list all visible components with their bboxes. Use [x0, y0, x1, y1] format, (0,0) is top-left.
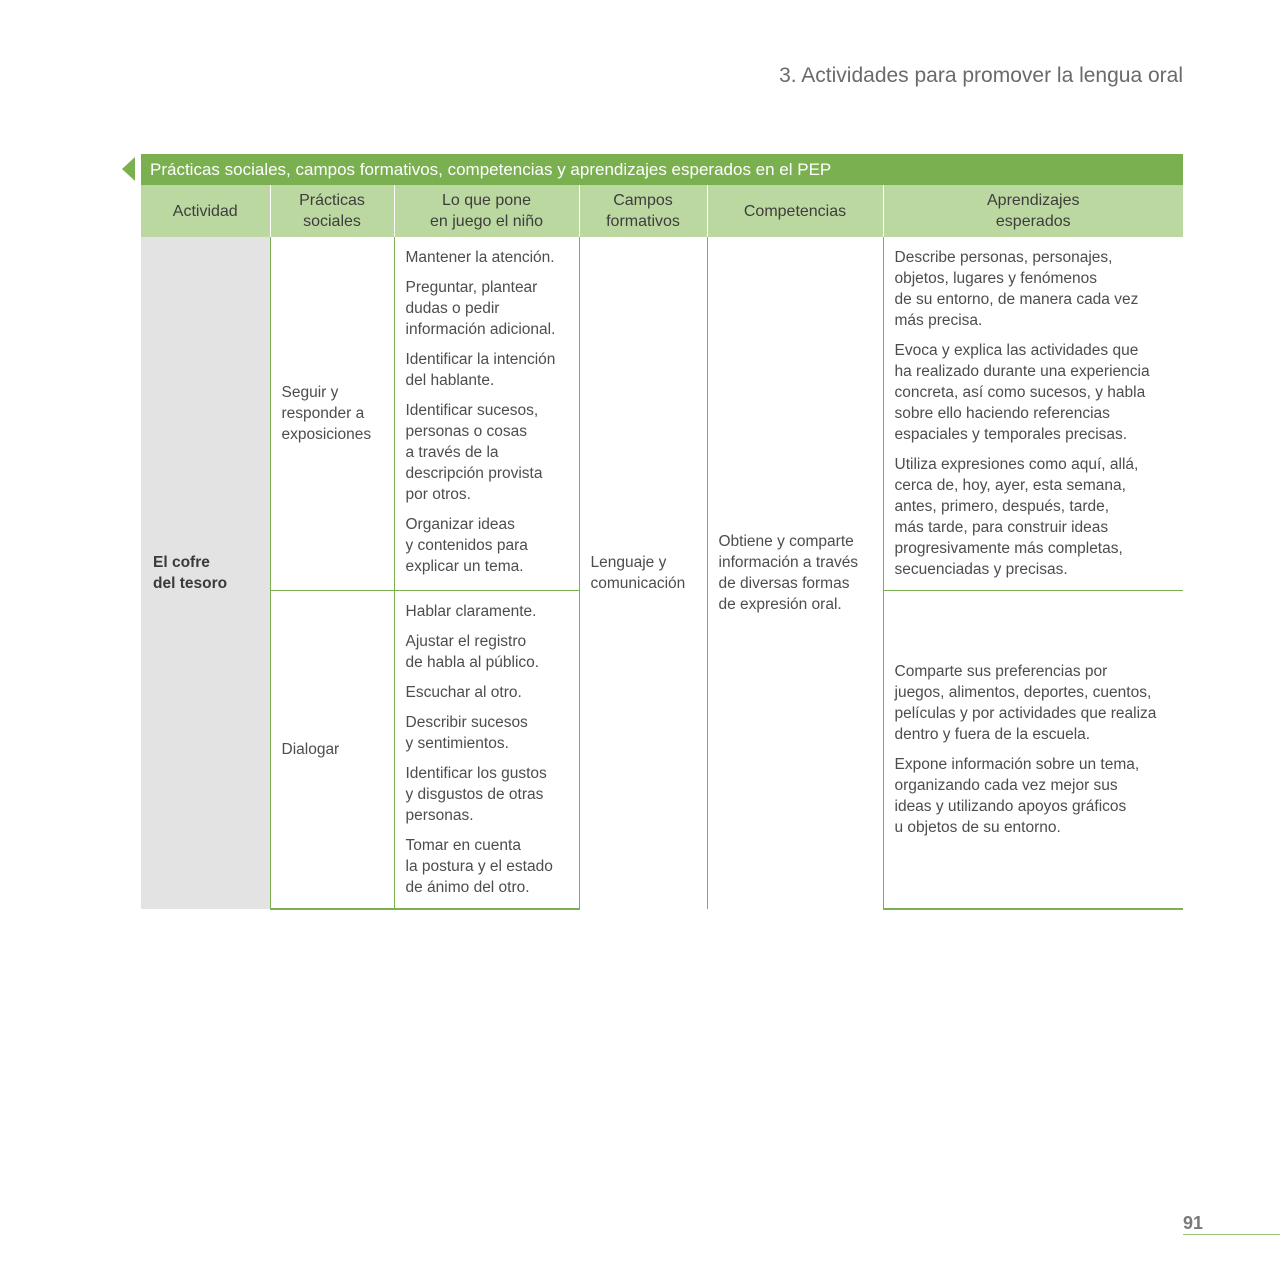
- juego-cell: [394, 237, 579, 591]
- column-header: Prácticas sociales: [270, 185, 394, 237]
- aprendizajes-cell: [883, 237, 1183, 591]
- activity-cell: El cofre del tesoro: [141, 237, 270, 909]
- page-number: 91: [1183, 1213, 1204, 1233]
- competencia-cell: Obtiene y comparte información a través de diversas formas de expresión oral.: [707, 237, 883, 909]
- pep-table: [141, 154, 1183, 910]
- column-header: Aprendizajes esperados: [883, 185, 1183, 237]
- practica-cell: Dialogar: [270, 591, 394, 910]
- list-item: Utiliza expresiones como aquí, allá, cerca de, hoy, ayer, esta semana, antes, primero, después, tarde, más tarde, para construir ideas progresivamente más completas, secuenciadas y precisas.: [894, 456, 1139, 578]
- column-header: Campos formativos: [579, 185, 707, 237]
- list-item: Identificar sucesos, personas o cosas a través de la descripción provista por otros.: [405, 402, 543, 503]
- list-item: Expone información sobre un tema, organizando cada vez mejor sus ideas y utilizando apoyos gráficos u objetos de su entorno.: [894, 756, 1140, 836]
- list-item: Organizar ideas y contenidos para explicar un tema.: [405, 516, 528, 575]
- column-header: Actividad: [141, 185, 270, 237]
- triangle-marker-icon: [122, 157, 135, 181]
- list-item: Identificar los gustos y disgustos de otras personas.: [405, 765, 547, 824]
- list-item: Escuchar al otro.: [405, 684, 522, 701]
- list-item: Identificar la intención del hablante.: [405, 351, 556, 389]
- campo-cell: Lenguaje y comunicación: [579, 237, 707, 909]
- chapter-title: 3. Actividades para promover la lengua oral: [779, 64, 1183, 87]
- table-title: Prácticas sociales, campos formativos, competencias y aprendizajes esperados en el PEP: [141, 154, 1183, 185]
- table-row: [141, 237, 1183, 591]
- list-item: Mantener la atención.: [405, 249, 555, 266]
- page-number-rule: [1183, 1234, 1280, 1235]
- table-header-row: [141, 185, 1183, 237]
- list-item: Describir sucesos y sentimientos.: [405, 714, 528, 752]
- list-item: Tomar en cuenta la postura y el estado de ánimo del otro.: [405, 837, 553, 896]
- practica-cell: Seguir y responder a exposiciones: [270, 237, 394, 591]
- list-item: Preguntar, plantear dudas o pedir información adicional.: [405, 279, 556, 338]
- list-item: Evoca y explica las actividades que ha realizado durante una experiencia concreta, así como sucesos, y habla sobre ello haciendo referencias espaciales y temporales precisas.: [894, 342, 1150, 443]
- column-header: Competencias: [707, 185, 883, 237]
- aprendizajes-cell: [883, 591, 1183, 910]
- juego-cell: [394, 591, 579, 910]
- list-item: Comparte sus preferencias por juegos, alimentos, deportes, cuentos, películas y por actividades que realiza dentro y fuera de la escuela.: [894, 663, 1157, 743]
- list-item: Ajustar el registro de habla al público.: [405, 633, 540, 671]
- pep-table-container: [141, 154, 1183, 910]
- column-header: Lo que pone en juego el niño: [394, 185, 579, 237]
- list-item: Describe personas, personajes, objetos, lugares y fenómenos de su entorno, de manera cada vez más precisa.: [894, 249, 1139, 329]
- list-item: Hablar claramente.: [405, 603, 537, 620]
